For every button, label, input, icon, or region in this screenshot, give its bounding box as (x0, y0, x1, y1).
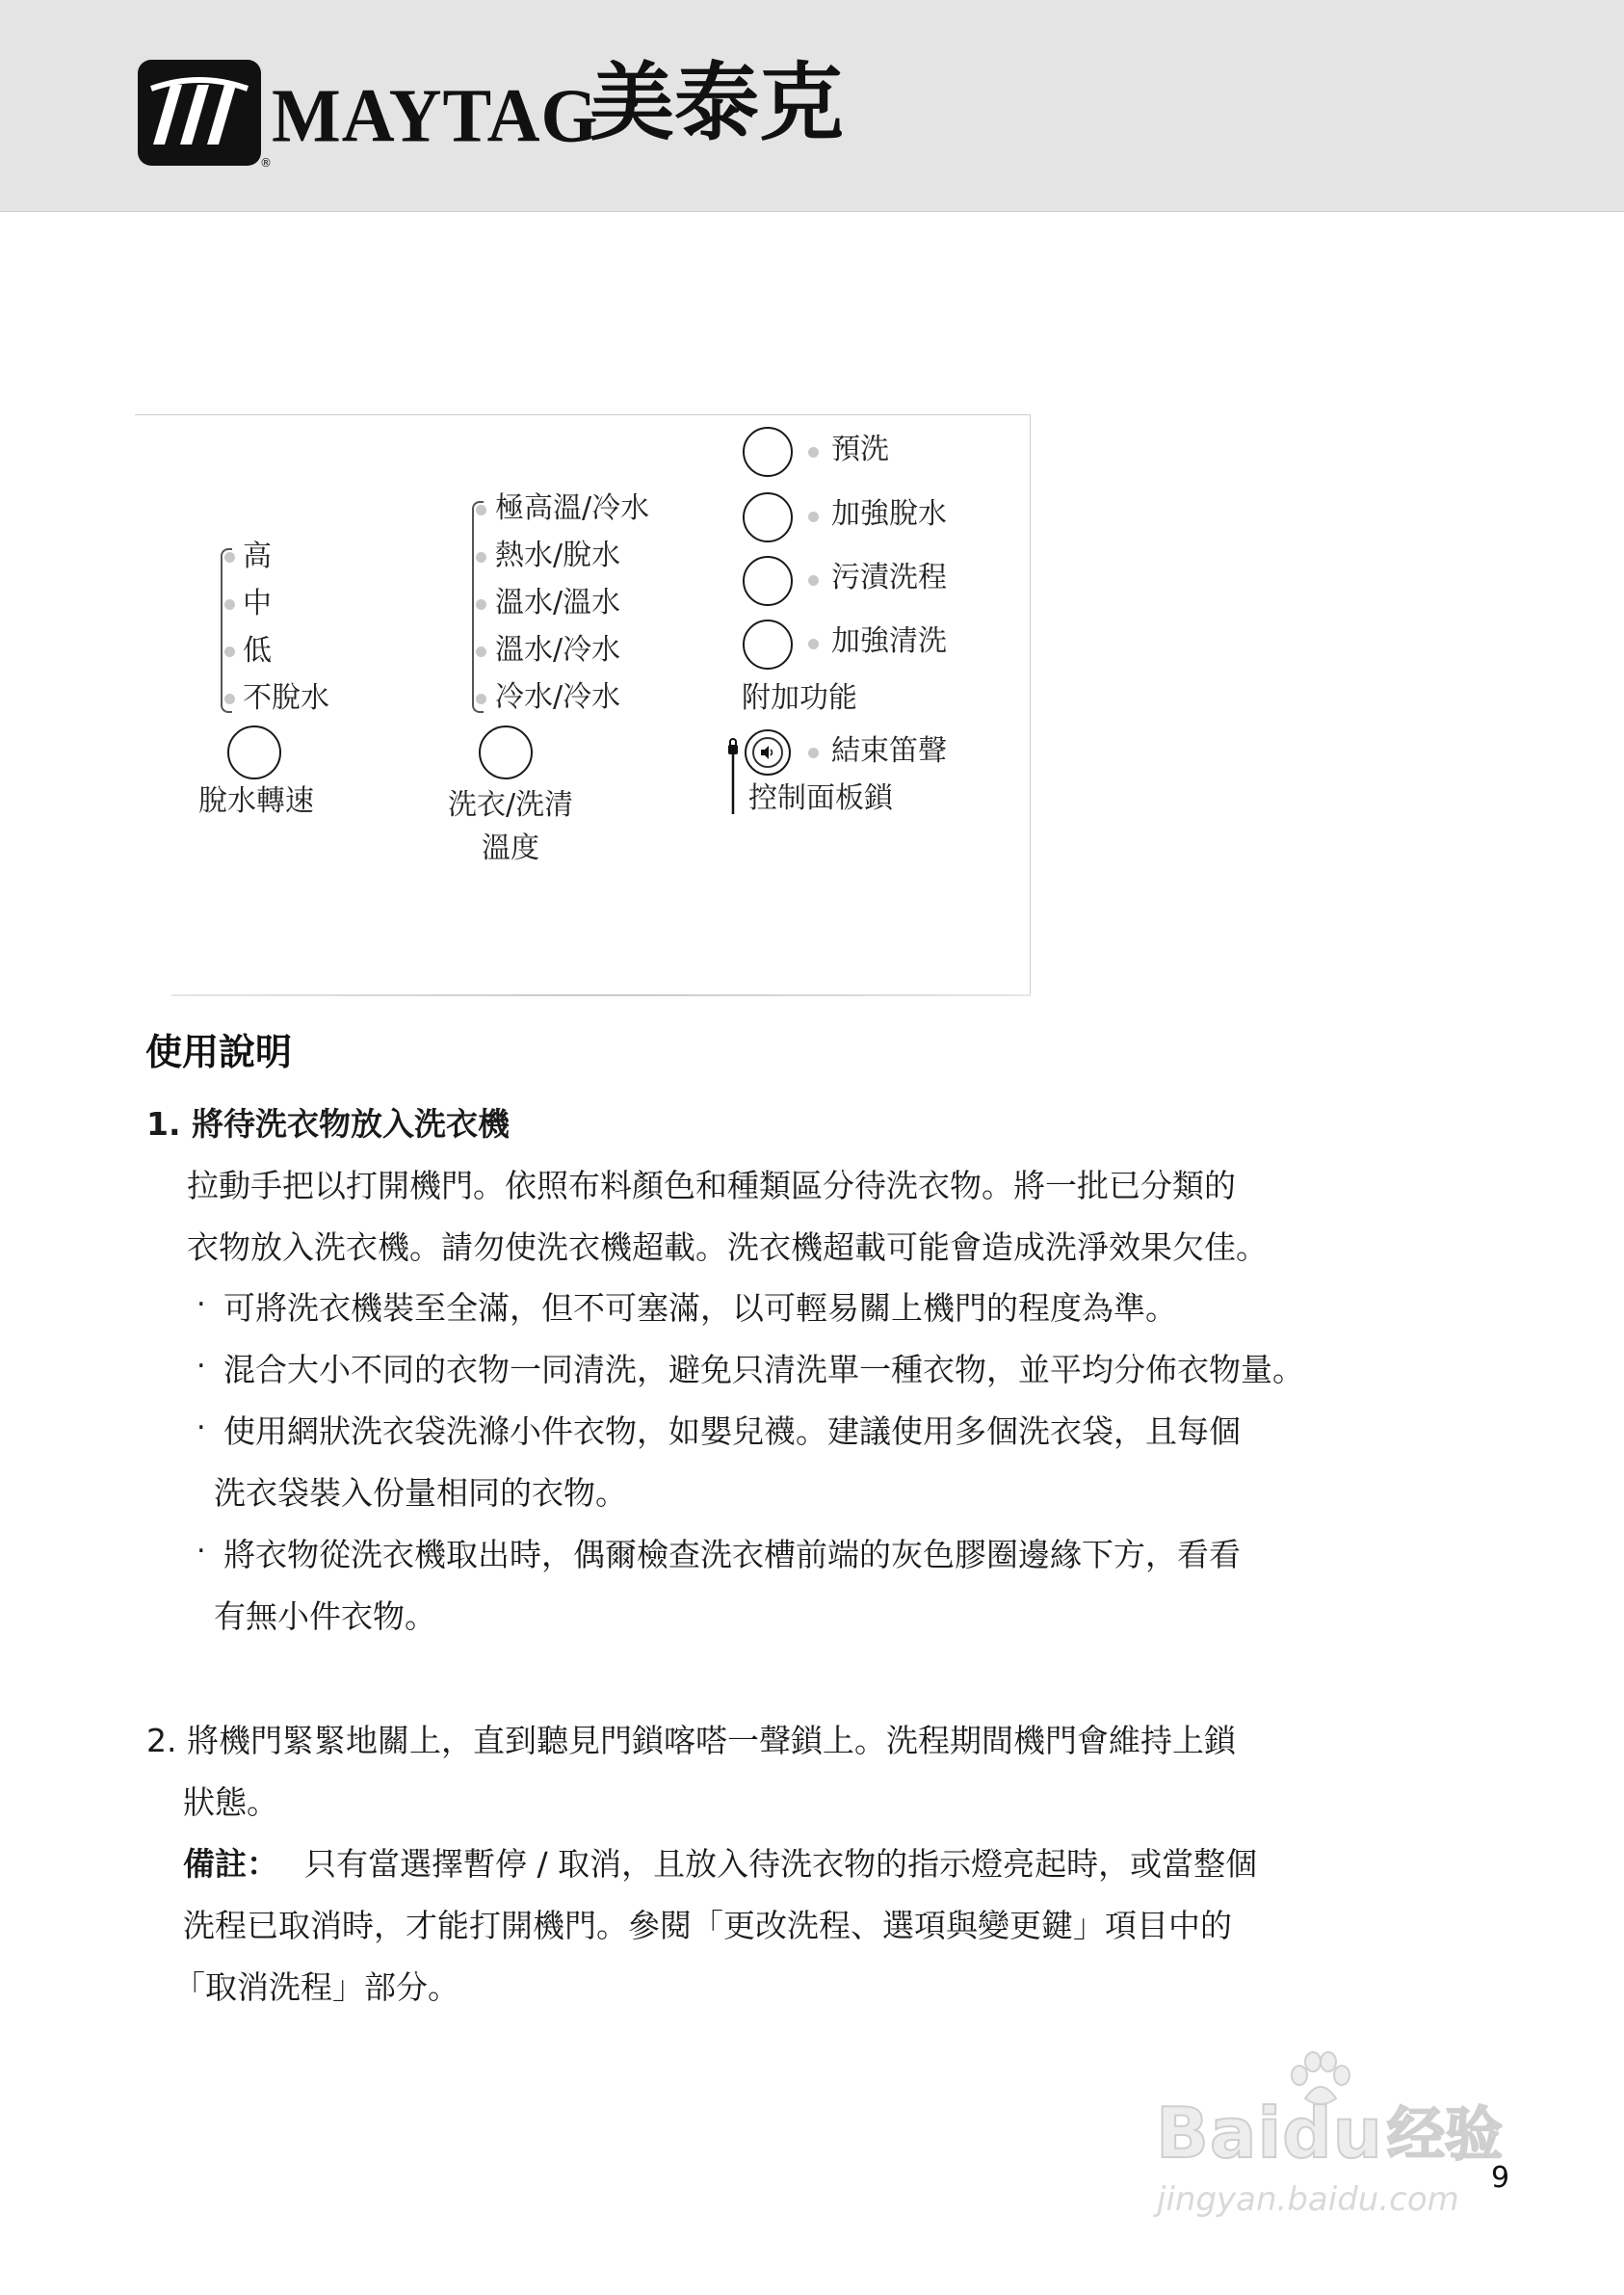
step1-paragraph-line1: 拉動手把以打開機門。依照布料顏色和種類區分待洗衣物。將一批已分類的 (187, 1167, 1236, 1204)
temp-option-2: 熱水/脫水 (495, 539, 621, 572)
temp-option-dot (476, 505, 486, 515)
temp-option-1: 極高溫/冷水 (495, 491, 650, 525)
note-line2: 洗程已取消時，才能打開機門。參閱「更改洗程、選項與變更鍵」項目中的 (183, 1907, 1232, 1944)
extra-spin-indicator (808, 512, 819, 522)
registered-mark: ® (260, 156, 272, 170)
page-number: 9 (1491, 2161, 1510, 2195)
brand-name-cn: 美泰克 (589, 52, 845, 152)
temp-option-5: 冷水/冷水 (495, 680, 621, 714)
section-title: 使用說明 (145, 1031, 293, 1073)
temp-option-dot (476, 694, 486, 704)
step2-line1: 2. 將機門緊緊地關上，直到聽見門鎖喀嗒一聲鎖上。洗程期間機門會維持上鎖 (146, 1722, 1236, 1759)
bullet-4-line1: 將衣物從洗衣機取出時，偶爾檢查洗衣槽前端的灰色膠圈邊緣下方，看看 (223, 1536, 1241, 1573)
bullet-3-line2: 洗衣袋裝入份量相同的衣物。 (214, 1474, 627, 1512)
prewash-label: 預洗 (831, 433, 889, 466)
extra-spin-label: 加強脫水 (831, 497, 947, 531)
prewash-button[interactable] (743, 427, 793, 477)
watermark-cn: 经验 (1387, 2101, 1503, 2169)
speaker-icon (758, 743, 777, 762)
spin-option-high: 高 (243, 540, 272, 573)
end-signal-indicator (808, 748, 819, 758)
bullet-4-line2: 有無小件衣物。 (214, 1597, 436, 1635)
watermark-url: jingyan.baidu.com (1157, 2180, 1459, 2219)
spin-option-dot (224, 599, 235, 610)
spin-option-medium: 中 (243, 587, 272, 620)
step2-line2: 狀態。 (183, 1783, 278, 1821)
note-label: 備註： (183, 1845, 278, 1883)
bullet-2: 混合大小不同的衣物一同清洗，避免只清洗單一種衣物，並平均分佈衣物量。 (223, 1351, 1304, 1388)
temperature-knob[interactable] (479, 725, 533, 779)
temp-option-3: 溫水/溫水 (495, 586, 621, 620)
spin-speed-knob[interactable] (227, 725, 281, 779)
bullet-mark: ‧ (196, 1411, 206, 1445)
watermark-brand: Baidu (1156, 2093, 1383, 2174)
extra-spin-button[interactable] (743, 492, 793, 542)
extra-rinse-button[interactable] (743, 620, 793, 670)
bullet-3-line1: 使用網狀洗衣袋洗滌小件衣物，如嬰兒襪。建議使用多個洗衣袋，且每個 (223, 1412, 1241, 1450)
step1-paragraph-line2: 衣物放入洗衣機。請勿使洗衣機超載。洗衣機超載可能會造成洗淨效果欠佳。 (187, 1228, 1268, 1266)
spin-option-dot (224, 694, 235, 704)
temp-option-dot (476, 646, 486, 657)
extra-rinse-indicator (808, 639, 819, 649)
stain-cycle-indicator (808, 575, 819, 586)
step1-heading: 1. 將待洗衣物放入洗衣機 (146, 1105, 510, 1143)
temp-option-4: 溫水/冷水 (495, 633, 621, 667)
control-lock-label: 控制面板鎖 (748, 781, 893, 815)
spin-option-low: 低 (243, 634, 272, 668)
extra-rinse-label: 加強清洗 (831, 624, 947, 658)
temperature-label-line2: 溫度 (482, 831, 539, 865)
baidu-watermark (1151, 2050, 1536, 2233)
temp-option-dot (476, 599, 486, 610)
temp-option-dot (476, 552, 486, 563)
spin-speed-label: 脫水轉速 (198, 784, 314, 818)
brand-name: MAYTAG (272, 72, 599, 159)
spin-option-dot (224, 646, 235, 657)
end-signal-label: 結束笛聲 (831, 734, 947, 768)
stain-cycle-label: 污漬洗程 (831, 561, 947, 594)
spin-option-dot (224, 552, 235, 563)
spin-speed-bracket (221, 548, 232, 713)
prewash-indicator (808, 447, 819, 458)
bullet-mark: ‧ (196, 1350, 206, 1384)
bullet-1: 可將洗衣機裝至全滿，但不可塞滿，以可輕易關上機門的程度為準。 (223, 1289, 1177, 1327)
temperature-label-line1: 洗衣/洗清 (448, 788, 574, 822)
lock-icon (726, 737, 740, 814)
options-label: 附加功能 (742, 681, 857, 715)
bullet-mark: ‧ (196, 1535, 206, 1569)
bullet-mark: ‧ (196, 1288, 206, 1322)
maytag-logo-icon (138, 60, 261, 166)
panel-divider (171, 994, 1031, 996)
note-line3: 「取消洗程」部分。 (173, 1968, 459, 2006)
stain-cycle-button[interactable] (743, 556, 793, 606)
spin-option-no-spin: 不脫水 (243, 681, 329, 715)
header-band (0, 0, 1624, 212)
note-line1: 只有當選擇暫停 / 取消，且放入待洗衣物的指示燈亮起時，或當整個 (304, 1845, 1258, 1883)
